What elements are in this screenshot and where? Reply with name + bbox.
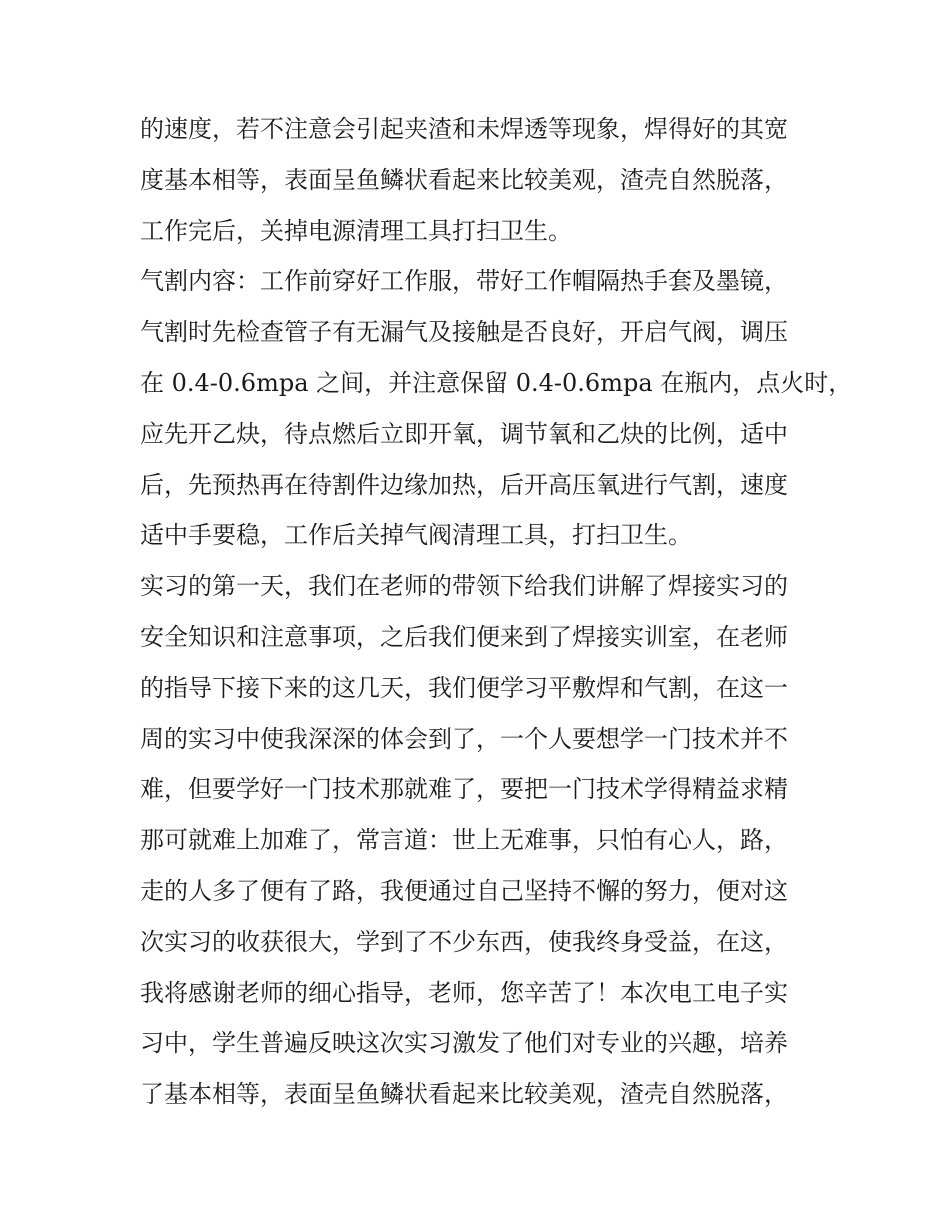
text-line: 应先开乙炔，待点燃后立即开氧，调节氧和乙炔的比例，适中 <box>140 419 788 448</box>
text-line: 那可就难上加难了，常言道：世上无难事，只怕有心人，路， <box>140 826 788 855</box>
text-line: 的指导下接下来的这几天，我们便学习平敷焊和气割，在这一 <box>140 673 788 702</box>
body-text <box>140 104 853 1120</box>
text-line: 习中，学生普遍反映这次实习激发了他们对专业的兴趣，培养 <box>140 1029 788 1058</box>
text-line: 安全知识和注意事项，之后我们便来到了焊接实训室，在老师 <box>140 622 788 651</box>
text-line: 走的人多了便有了路，我便通过自己坚持不懈的努力，便对这 <box>140 876 788 905</box>
text-line: 周的实习中使我深深的体会到了，一个人要想学一门技术并不 <box>140 724 788 753</box>
text-line: 我将感谢老师的细心指导，老师，您辛苦了！本次电工电子实 <box>140 978 788 1007</box>
text-line: 在 0.4-0.6mpa 之间，并注意保留 0.4-0.6mpa 在瓶内，点火时， <box>140 368 853 397</box>
text-line: 实习的第一天，我们在老师的带领下给我们讲解了焊接实习的 <box>140 572 788 601</box>
text-line: 气割内容：工作前穿好工作服，带好工作帽隔热手套及墨镜， <box>140 267 788 296</box>
text-line: 难，但要学好一门技术那就难了，要把一门技术学得精益求精 <box>140 775 788 804</box>
text-line: 适中手要稳，工作后关掉气阀清理工具，打扫卫生。 <box>140 521 692 550</box>
text-line: 次实习的收获很大，学到了不少东西，使我终身受益，在这， <box>140 927 788 956</box>
text-line: 工作完后，关掉电源清理工具打扫卫生。 <box>140 216 572 245</box>
text-line: 了基本相等，表面呈鱼鳞状看起来比较美观，渣壳自然脱落， <box>140 1080 788 1109</box>
text-line: 度基本相等，表面呈鱼鳞状看起来比较美观，渣壳自然脱落， <box>140 165 788 194</box>
text-line: 后，先预热再在待割件边缘加热，后开高压氧进行气割，速度 <box>140 470 788 499</box>
text-line: 气割时先检查管子有无漏气及接触是否良好，开启气阀，调压 <box>140 318 788 347</box>
text-line: 的速度，若不注意会引起夹渣和未焊透等现象，焊得好的其宽 <box>140 115 788 143</box>
